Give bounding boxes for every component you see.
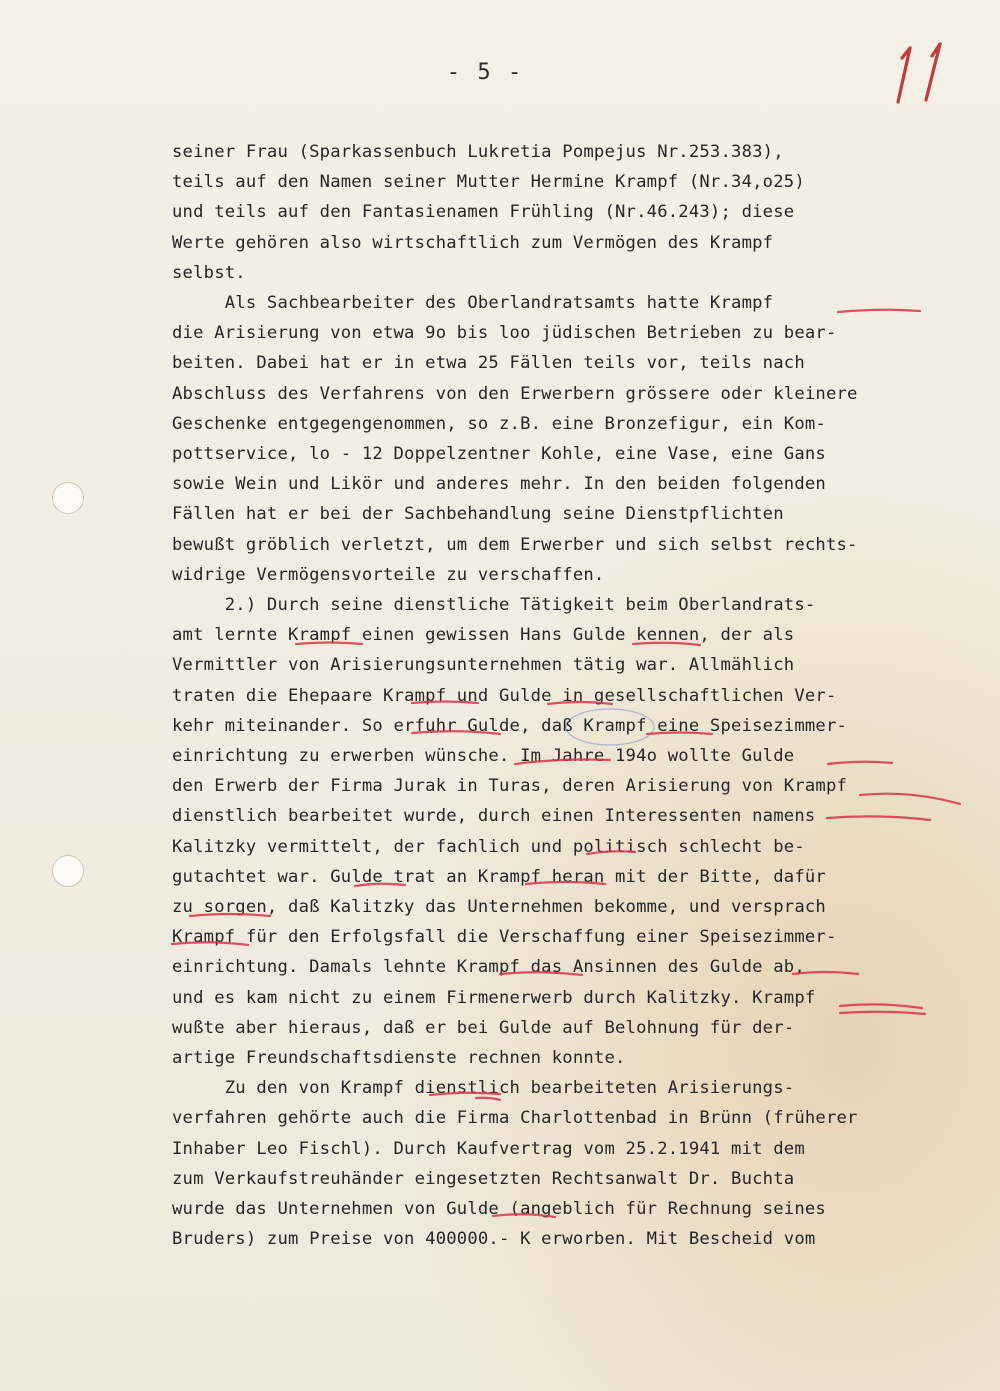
text-line: sowie Wein und Likör und anderes mehr. In den beiden folgenden bbox=[172, 474, 826, 495]
text-line: Vermittler von Arisierungsunternehmen tätig war. Allmählich bbox=[172, 655, 795, 676]
text-line: Geschenke entgegengenommen, so z.B. eine Bronzefigur, ein Kom- bbox=[172, 413, 826, 434]
text-line: Zu den von Krampf dienstlich bearbeiteten Arisierungs- bbox=[172, 1078, 795, 1099]
text-line: und es kam nicht zu einem Firmenerwerb durch Kalitzky. Krampf bbox=[172, 987, 816, 1008]
text-line: wurde das Unternehmen von Gulde (angeblich für Rechnung seines bbox=[172, 1199, 826, 1219]
text-line: selbst. bbox=[172, 262, 246, 283]
text-line: verfahren gehörte auch die Firma Charlottenbad in Brünn (früherer bbox=[172, 1108, 858, 1129]
text-line: Abschluss des Verfahrens von den Erwerbern grössere oder kleinere bbox=[172, 383, 858, 404]
text-line: Kalitzky vermittelt, der fachlich und politisch schlecht be- bbox=[172, 836, 805, 857]
text-line: einrichtung. Damals lehnte Krampf das Ansinnen des Gulde ab, bbox=[172, 957, 805, 978]
text-line: teils auf den Namen seiner Mutter Hermine Krampf (Nr.34,o25) bbox=[172, 172, 805, 193]
text-line: Inhaber Leo Fischl). Durch Kaufvertrag vom 25.2.1941 mit dem bbox=[172, 1138, 805, 1159]
text-line: zu sorgen, daß Kalitzky das Unternehmen bekomme, und versprach bbox=[172, 897, 826, 917]
text-line: Als Sachbearbeiter des Oberlandratsamts hatte Krampf bbox=[172, 293, 774, 313]
text-line: dienstlich bearbeitet wurde, durch einen Interessenten namens bbox=[172, 806, 816, 827]
text-line: zum Verkaufstreuhänder eingesetzten Rechtsanwalt Dr. Buchta bbox=[172, 1168, 795, 1189]
text-line: wußte aber hieraus, daß er bei Gulde auf Belohnung für der- bbox=[172, 1017, 795, 1038]
text-line: beiten. Dabei hat er in etwa 25 Fällen teils vor, teils nach bbox=[172, 353, 805, 374]
page-number: - 5 - bbox=[446, 60, 524, 85]
text-line: widrige Vermögensvorteile zu verschaffen. bbox=[172, 564, 605, 585]
text-line: bewußt gröblich verletzt, um dem Erwerber und sich selbst rechts- bbox=[172, 534, 858, 555]
text-line: gutachtet war. Gulde trat an Krampf heran mit der Bitte, dafür bbox=[172, 866, 826, 887]
text-line: kehr miteinander. So erfuhr Gulde, daß Krampf eine Speisezimmer- bbox=[172, 715, 848, 736]
text-line: pottservice, lo - 12 Doppelzentner Kohle, eine Vase, eine Gans bbox=[172, 444, 826, 464]
text-line: Werte gehören also wirtschaftlich zum Vermögen des Krampf bbox=[172, 232, 774, 253]
faint-stamp-mark bbox=[566, 709, 654, 745]
text-line: Bruders) zum Preise von 400000.- K erworben. Mit Bescheid vom bbox=[172, 1229, 816, 1250]
text-line: amt lernte Krampf einen gewissen Hans Gulde kennen, der als bbox=[172, 625, 795, 646]
text-line: 2.) Durch seine dienstliche Tätigkeit beim Oberlandrats- bbox=[172, 595, 816, 615]
text-line: seiner Frau (Sparkassenbuch Lukretia Pompejus Nr.253.383), bbox=[172, 142, 784, 162]
text-line: Fällen hat er bei der Sachbehandlung seine Dienstpflichten bbox=[172, 504, 784, 525]
text-line: artige Freundschaftsdienste rechnen konnte. bbox=[172, 1048, 626, 1068]
text-line: Krampf für den Erfolgsfall die Verschaffung einer Speisezimmer- bbox=[172, 927, 837, 948]
text-line: einrichtung zu erwerben wünsche. Im Jahre 194o wollte Gulde bbox=[172, 746, 795, 766]
text-line: traten die Ehepaare Krampf und Gulde in gesellschaftlichen Ver- bbox=[172, 685, 837, 706]
text-line: die Arisierung von etwa 9o bis loo jüdischen Betrieben zu bear- bbox=[172, 323, 837, 344]
text-line: und teils auf den Fantasienamen Frühling (Nr.46.243); diese bbox=[172, 202, 795, 223]
text-line: den Erwerb der Firma Jurak in Turas, deren Arisierung von Krampf bbox=[172, 776, 848, 797]
